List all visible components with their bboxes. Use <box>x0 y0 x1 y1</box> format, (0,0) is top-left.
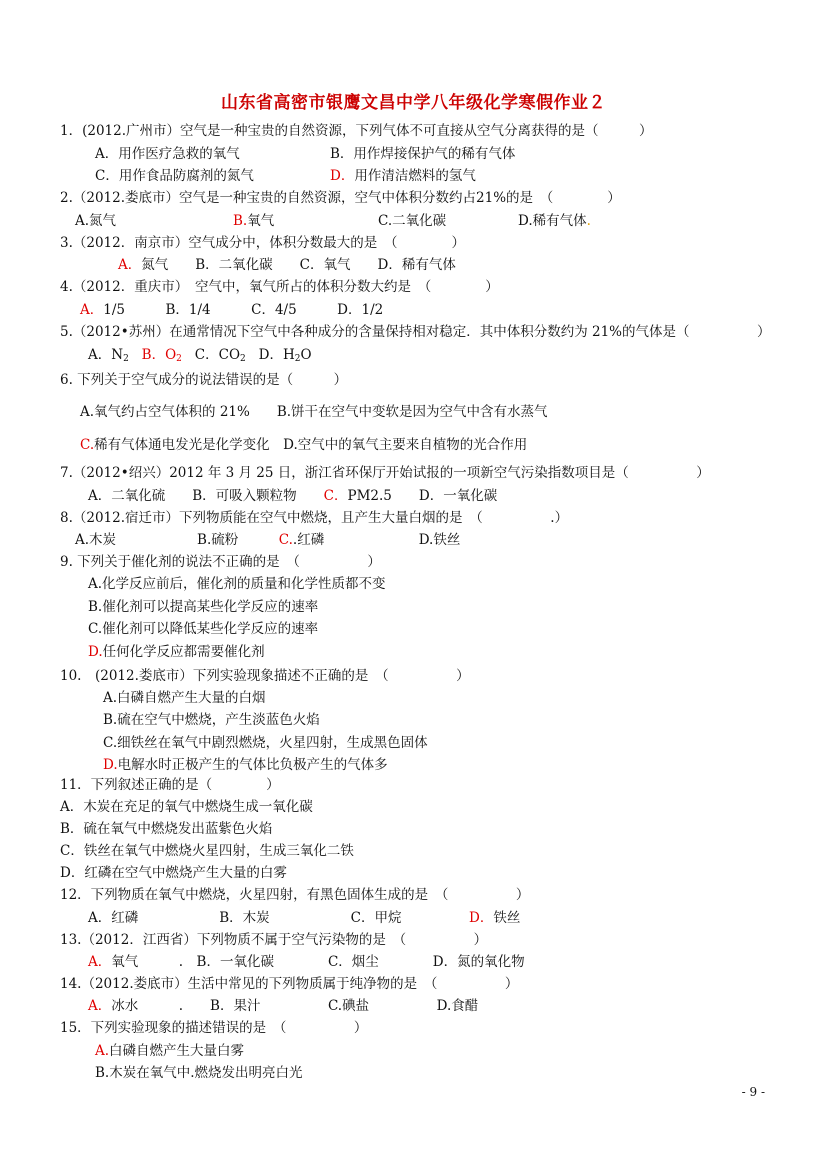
answer-mark: D. <box>103 757 118 773</box>
question-9-option-a: A.化学反应前后，催化剂的质量和化学性质都不变 <box>88 576 386 592</box>
question-10-option-d: D.电解水时正极产生的气体比负极产生的气体多 <box>103 757 388 773</box>
question-15-option-b: B.木炭在氧气中.燃烧发出明亮白光 <box>95 1065 303 1081</box>
question-14-options: A．冰水 . B．果汁 C.碘盐 D.食醋 <box>88 998 479 1014</box>
answer-mark: B. <box>233 213 248 229</box>
question-11-option-a: A．木炭在充足的氧气中燃烧生成一氧化碳 <box>60 799 313 815</box>
question-10-option-c: C.细铁丝在氧气中剧烈燃烧，火星四射，生成黑色固体 <box>103 735 428 751</box>
question-9-option-c: C.催化剂可以降低某些化学反应的速率 <box>88 621 319 637</box>
question-2-option-b: B.氧气 <box>233 213 275 229</box>
answer-mark: D． <box>330 168 355 184</box>
answer-mark: C. <box>278 532 293 548</box>
question-6-options-ab: A.氧气约占空气体积的 21% B.饼干在空气中变软是因为空气中含有水蒸气 <box>80 404 548 420</box>
question-9-stem: 9. 下列关于催化剂的说法不正确的是 （ ） <box>60 554 381 570</box>
answer-mark: C． <box>323 488 348 504</box>
question-11-option-b: B．硫在氧气中燃烧发出蓝紫色火焰 <box>60 821 273 837</box>
question-10-option-b: B.硫在空气中燃烧，产生淡蓝色火焰 <box>103 712 320 728</box>
question-14-stem: 14.（2012.娄底市）生活中常见的下列物质属于纯净物的是 （ ） <box>60 976 519 992</box>
question-5-stem: 5.（2012•苏州）在通常情况下空气中各种成分的含量保持相对稳定．其中体积分数约为 21%的气体是（ ） <box>60 324 771 340</box>
question-12-options: A．红磷 B．木炭 C．甲烷 D．铁丝 <box>88 910 521 926</box>
question-10-option-a: A.白磷自燃产生大量的白烟 <box>103 690 266 706</box>
question-2-option-d: D.稀有气体. <box>518 213 591 229</box>
question-15-stem: 15．下列实验现象的描述错误的是 （ ） <box>60 1020 368 1036</box>
question-13-options: A．氧气 . B．一氧化碳 C．烟尘 D．氮的氧化物 <box>88 954 525 970</box>
answer-mark: A. <box>95 1043 110 1059</box>
question-2-stem: 2.（2012.娄底市）空气是一种宝贵的自然资源，空气中体积分数约占21%的是 （ ） <box>60 190 621 206</box>
question-1-stem: 1．(2012.广州市）空气是一种宝贵的自然资源，下列气体不可直接从空气分离获得的是（ ） <box>60 123 653 139</box>
question-3-options: A．氮气 B．二氧化碳 C．氧气 D．稀有气体 <box>118 257 456 273</box>
question-7-stem: 7.（2012•绍兴）2012 年 3 月 25 日，浙江省环保厅开始试报的一项新空气污染指数项目是（ ） <box>60 465 710 481</box>
question-1-option-c: C．用作食品防腐剂的氮气 <box>95 168 254 184</box>
question-6-options-cd: C.稀有气体通电发光是化学变化 D.空气中的氧气主要来自植物的光合作用 <box>80 437 528 453</box>
question-1-option-d: D．用作清洁燃料的氢气 <box>330 168 476 184</box>
answer-mark: D． <box>469 910 494 926</box>
question-4-stem: 4.（2012．重庆市） 空气中，氧气所占的体积分数大约是 （ ） <box>60 279 499 295</box>
answer-mark: A． <box>80 302 104 318</box>
question-8-options: A.木炭 B.硫粉 C..红磷 D.铁丝 <box>75 532 461 548</box>
question-13-stem: 13.（2012．江西省）下列物质不属于空气污染物的是 （ ） <box>60 932 488 948</box>
answer-mark: C. <box>80 437 95 453</box>
question-6-stem: 6. 下列关于空气成分的说法错误的是（ ） <box>60 372 348 388</box>
question-9-option-d: D.任何化学反应都需要催化剂 <box>88 644 265 660</box>
question-11-stem: 11．下列叙述正确的是（ ） <box>60 777 280 793</box>
question-12-stem: 12．下列物质在氧气中燃烧，火星四射，有黑色固体生成的是 （ ） <box>60 887 530 903</box>
page-number: - 9 - <box>741 1085 765 1099</box>
question-11-option-c: C．铁丝在氧气中燃烧火星四射，生成三氧化二铁 <box>60 843 354 859</box>
question-4-options: A．1/5 B．1/4 C．4/5 D．1/2 <box>80 302 384 318</box>
question-2-option-c: C.二氧化碳 <box>378 213 447 229</box>
answer-mark: A． <box>88 998 112 1014</box>
question-1-option-b: B．用作焊接保护气的稀有气体 <box>330 146 516 162</box>
answer-mark: A． <box>118 257 142 273</box>
question-7-options: A．二氧化硫 B．可吸入颗粒物 C．PM2.5 D．一氧化碳 <box>88 488 498 504</box>
question-11-option-d: D．红磷在空气中燃烧产生大量的白雾 <box>60 865 287 881</box>
page-title: 山东省高密市银鹰文昌中学八年级化学寒假作业２ <box>221 93 606 113</box>
question-1-option-a: A．用作医疗急救的氧气 <box>95 146 240 162</box>
question-9-option-b: B.催化剂可以提高某些化学反应的速率 <box>88 599 319 615</box>
question-2-option-a: A.氮气 <box>75 213 117 229</box>
answer-mark: A． <box>88 954 112 970</box>
question-8-stem: 8.（2012.宿迁市）下列物质能在空气中燃烧，且产生大量白烟的是 （ .） <box>60 510 569 526</box>
question-10-stem: 10. (2012.娄底市）下列实验现象描述不正确的是 （ ） <box>60 668 470 684</box>
question-5-options: A．$N_2$ B．$O_2$ C．$CO_2$ D．$H_2O$ <box>88 347 312 364</box>
question-15-option-a: A.白磷自燃产生大量白雾 <box>95 1043 245 1059</box>
answer-mark: B．O <box>141 347 177 363</box>
answer-mark: D. <box>88 644 103 660</box>
question-3-stem: 3.（2012．南京市）空气成分中，体积分数最大的是 （ ） <box>60 235 465 251</box>
